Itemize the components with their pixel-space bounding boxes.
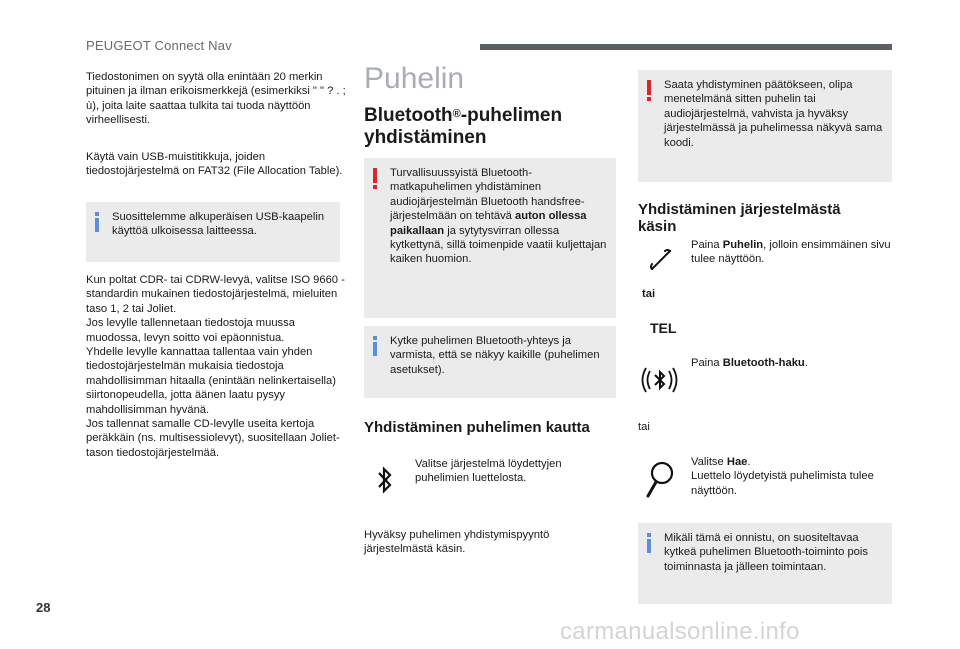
info-box-toggle-bluetooth	[638, 523, 892, 604]
heading-bluetooth-pairing: Bluetooth®-puhelimen yhdistäminen	[364, 105, 563, 148]
info-box-text: Mikäli tämä ei onnistu, on suositeltavaa kytkeä puhelimen Bluetooth-toiminto pois toiminnasta ja jälleen toimintaan.	[664, 532, 868, 573]
search-magnifier-icon	[645, 460, 675, 500]
paragraph-cd-speed: Yhdelle levylle kannattaa tallentaa vain yhden tiedostojärjestelmän mukaisia tiedostoja mahdollisimman hitaalla (enintään nelinkertaisella) siirtonopeudella, jotta äänen laatu pysyy mahdollisimman hyvänä.	[86, 346, 336, 416]
page-number: 28	[36, 600, 51, 615]
or-label-bold: tai	[642, 288, 656, 300]
paragraph-cd-multisession: Jos tallennat samalle CD-levylle useita kertoja peräkkäin (ns. multisessiolevyt), suositellaan Joliet-tason tiedostojärjestelmää.	[86, 418, 340, 459]
warning-box-text: Turvallisuussyistä Bluetooth-matkapuhelimen yhdistäminen audiojärjestelmän Bluetooth handsfree-järjestelmään on tehtävä auton ollessa paikallaan ja sytytysvirran ollessa kytkettynä, sillä toimenpide vaatii kuljettajan kaiken huomion.	[390, 167, 607, 266]
info-icon	[372, 336, 378, 356]
info-box-usb-cable	[86, 202, 340, 262]
paragraph-usb: Käytä vain USB-muistitikkuja, joiden tiedostojärjestelmä on FAT32 (File Allocation Table).	[86, 151, 343, 178]
info-box-text: Kytke puhelimen Bluetooth-yhteys ja varmista, että se näkyy kaikille (puhelimen asetukset).	[390, 335, 600, 376]
warning-box-safety	[364, 158, 616, 318]
phone-handset-icon	[648, 247, 674, 273]
accept-request-text: Hyväksy puhelimen yhdistymispyyntö järjestelmästä käsin.	[364, 529, 550, 556]
heading-pair-from-system: Yhdistäminen järjestelmästä käsin	[638, 201, 841, 235]
info-icon	[94, 212, 100, 232]
search-text	[691, 455, 891, 498]
section-title: Puhelin	[364, 62, 465, 95]
header-bar	[480, 44, 892, 50]
warning-icon	[646, 80, 652, 102]
cd-text-block	[86, 273, 350, 460]
tel-button-label: TEL	[650, 320, 677, 336]
or-label: tai	[638, 421, 650, 433]
info-icon	[646, 533, 652, 553]
select-phone-text: Valitse järjestelmä löydettyjen puhelimien luettelosta.	[415, 458, 562, 485]
paragraph-cd-iso: Kun poltat CDR- tai CDRW-levyä, valitse ISO 9660 -standardin mukainen tiedostojärjestelmä, mieluiten taso 1, 2 tai Joliet.	[86, 274, 345, 315]
info-box-text: Suosittelemme alkuperäisen USB-kaapelin käyttöä ulkoisessa laitteessa.	[112, 211, 325, 238]
bluetooth-search-icon	[640, 360, 680, 400]
info-box-bluetooth-visibility	[364, 326, 616, 398]
warning-box-code	[638, 70, 892, 182]
paragraph-cd-format: Jos levylle tallennetaan tiedostoja muussa muodossa, levyn soitto voi epäonnistua.	[86, 317, 295, 344]
warning-box-text: Saata yhdistyminen päätökseen, olipa menetelmänä sitten puhelin tai audiojärjestelmä, vahvista ja hyväksy järjestelmässä ja puhelimessa näkyvä sama koodi.	[664, 79, 883, 149]
bluetooth-search-text: Paina Bluetooth-haku.	[691, 357, 808, 369]
press-phone-text: Paina Puhelin, jolloin ensimmäinen sivu tulee näyttöön.	[691, 239, 891, 266]
warning-icon	[372, 168, 378, 190]
search-line-1: Valitse Hae.	[691, 456, 751, 468]
heading-pair-via-phone: Yhdistäminen puhelimen kautta	[364, 419, 590, 436]
search-line-2: Luettelo löydetyistä puhelimista tulee näyttöön.	[691, 470, 874, 497]
bluetooth-icon	[376, 464, 394, 496]
header-title: PEUGEOT Connect Nav	[86, 38, 232, 53]
paragraph-filename: Tiedostonimen on syytä olla enintään 20 merkin pituinen ja ilman erikoismerkkejä (esimerkiksi " " ? . ; ù), joita laite saattaa tulkita tai tuoda näyttöön virheellisesti.	[86, 71, 346, 127]
watermark: carmanualsonline.info	[560, 618, 800, 645]
